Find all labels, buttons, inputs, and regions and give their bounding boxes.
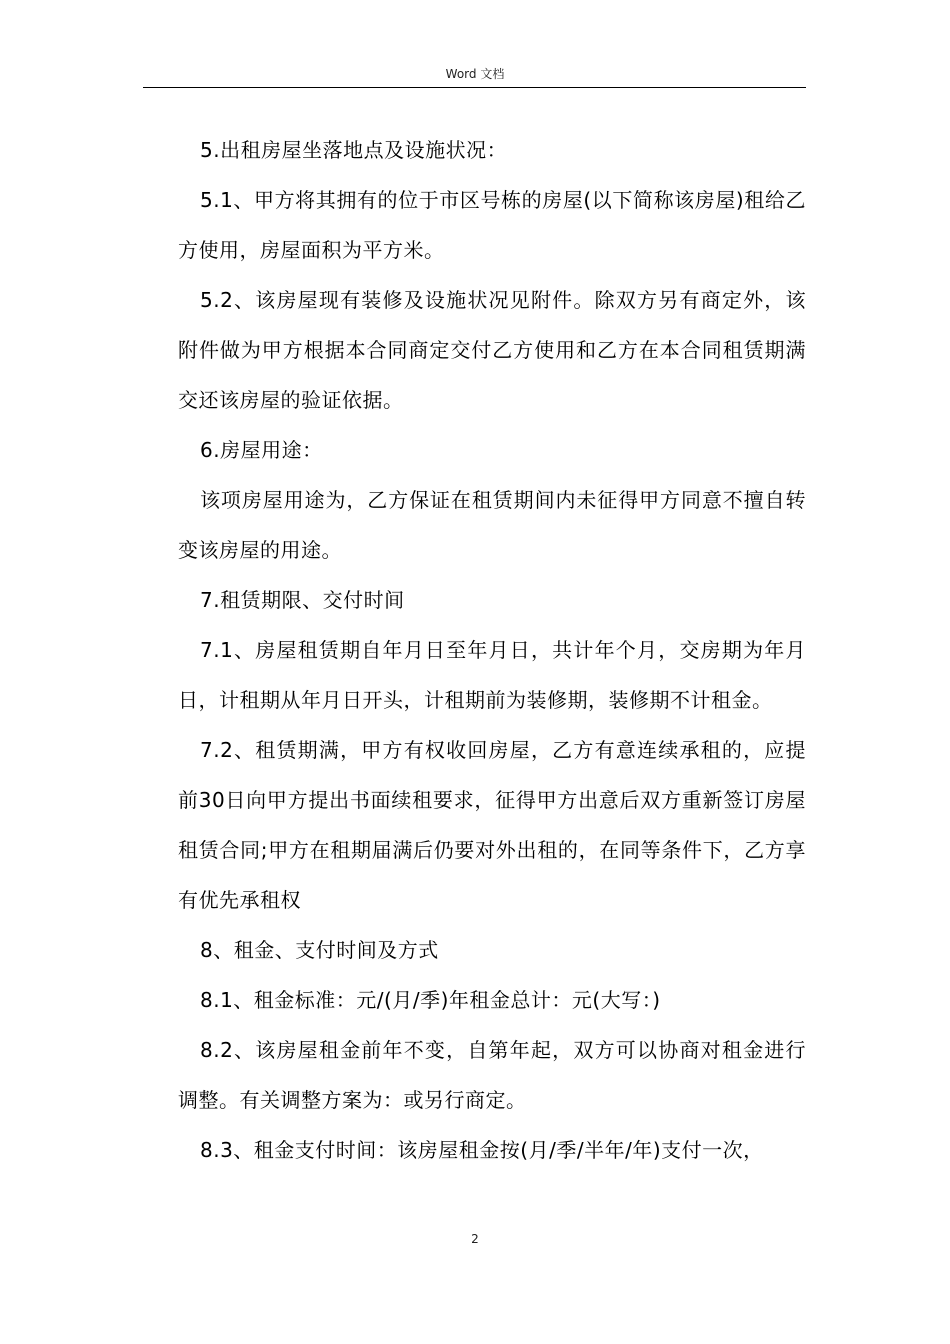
clause-6-body: 该项房屋用途为，乙方保证在租赁期间内未征得甲方同意不擅自转变该房屋的用途。 [178, 488, 806, 562]
clause-5-1: 5.1、甲方将其拥有的位于市区号栋的房屋(以下简称该房屋)租给乙方使用，房屋面积为平方米。 [178, 188, 806, 262]
document-body [178, 125, 806, 1175]
clause-5-heading: 5.出租房屋坐落地点及设施状况： [200, 138, 508, 162]
clause-7-2: 7.2、租赁期满，甲方有权收回房屋，乙方有意连续承租的，应提前30日向甲方提出书面续租要求，征得甲方出意后双方重新签订房屋租赁合同;甲方在租期届满后仍要对外出租的，在同等条件下，乙方享有优先承租权 [178, 738, 806, 912]
clause-8-1: 8.1、租金标准：元/(月/季)年租金总计：元(大写：) [200, 988, 661, 1012]
page-header: Word 文档 [445, 67, 505, 81]
clause-6-heading: 6.房屋用途： [200, 438, 323, 462]
clause-8-3: 8.3、租金支付时间：该房屋租金按(月/季/半年/年)支付一次， [200, 1138, 764, 1162]
clause-7-heading: 7.租赁期限、交付时间 [200, 588, 405, 612]
clause-8-2: 8.2、该房屋租金前年不变，自第年起，双方可以协商对租金进行调整。有关调整方案为：或另行商定。 [178, 1038, 806, 1112]
page-number: 2 [471, 1232, 479, 1246]
clause-8-heading: 8、租金、支付时间及方式 [200, 938, 439, 962]
header-divider [143, 87, 806, 88]
clause-5-2: 5.2、该房屋现有装修及设施状况见附件。除双方另有商定外，该附件做为甲方根据本合同商定交付乙方使用和乙方在本合同租赁期满交还该房屋的验证依据。 [178, 288, 806, 412]
clause-7-1: 7.1、房屋租赁期自年月日至年月日，共计年个月，交房期为年月日，计租期从年月日开头，计租期前为装修期，装修期不计租金。 [178, 638, 806, 712]
